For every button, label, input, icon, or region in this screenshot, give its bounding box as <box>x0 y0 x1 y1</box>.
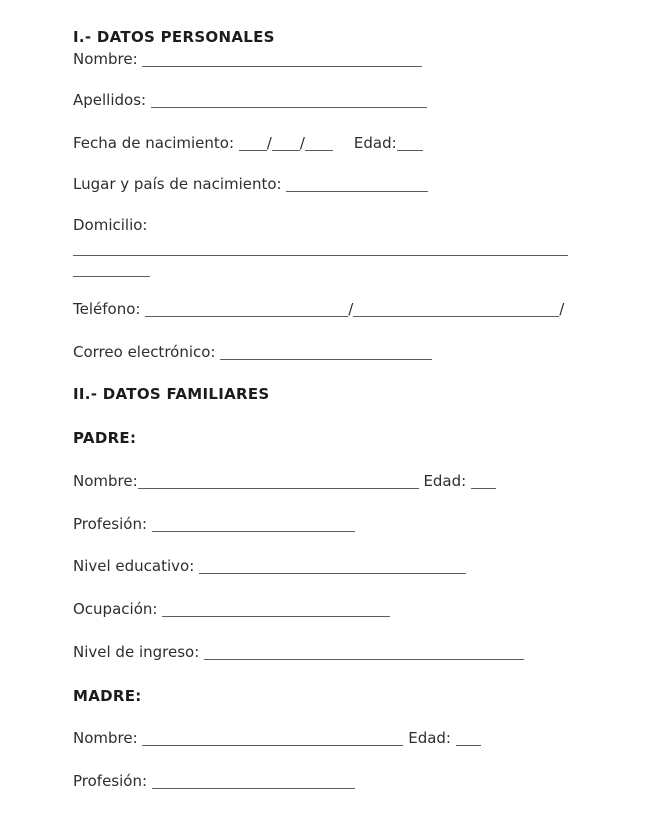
padre-nivel-ingreso-blank-line <box>204 645 524 660</box>
domicilio-label: Domicilio: <box>73 216 148 234</box>
field-padre-nombre <box>73 471 496 491</box>
field-madre-profesion <box>73 771 355 791</box>
padre-ocupacion-label: Ocupación: <box>73 600 158 618</box>
field-telefono <box>73 299 564 319</box>
padre-nivel-educativo-blank-line <box>199 559 466 574</box>
fecha-nacimiento-label: Fecha de nacimiento: <box>73 134 235 152</box>
fecha-separator: / <box>266 134 272 152</box>
section-title-datos-familiares <box>73 384 270 404</box>
field-correo-electronico <box>73 342 432 362</box>
edad-label: Edad: <box>353 134 397 152</box>
padre-nombre-blank-line <box>138 474 419 489</box>
madre-nombre-label: Nombre: <box>73 729 138 747</box>
field-padre-profesion <box>73 514 355 534</box>
madre-profesion-blank-line <box>152 774 355 789</box>
telefono-separator: / <box>348 300 354 318</box>
telefono-separator: / <box>559 300 565 318</box>
madre-profesion-label: Profesión: <box>73 772 148 790</box>
padre-nombre-label: Nombre: <box>73 472 138 490</box>
padre-title-text: PADRE: <box>73 429 137 447</box>
telefono-blank-line-1 <box>145 302 348 317</box>
madre-title-text: MADRE: <box>73 687 142 705</box>
fecha-dia-blank-line <box>239 136 267 151</box>
field-fecha-nacimiento <box>73 133 423 153</box>
madre-edad-label: Edad: <box>408 729 451 747</box>
field-madre-nombre <box>73 728 481 748</box>
correo-label: Correo electrónico: <box>73 343 216 361</box>
apellidos-blank-line <box>151 93 427 108</box>
fecha-mes-blank-line <box>272 136 300 151</box>
padre-profesion-label: Profesión: <box>73 515 148 533</box>
nombre-label: Nombre: <box>73 50 138 68</box>
telefono-blank-line-2 <box>353 302 559 317</box>
domicilio-blank-line-long <box>73 241 568 256</box>
padre-profesion-blank-line <box>152 517 355 532</box>
padre-ocupacion-blank-line <box>162 602 390 617</box>
subsection-title-madre <box>73 686 142 706</box>
edad-blank-line <box>397 136 423 151</box>
lugar-pais-blank-line <box>286 177 428 192</box>
nombre-blank-line <box>142 52 422 67</box>
telefono-label: Teléfono: <box>73 300 141 318</box>
apellidos-label: Apellidos: <box>73 91 147 109</box>
madre-edad-blank-line <box>456 731 481 746</box>
section-title-datos-personales <box>73 27 275 47</box>
domicilio-blank-line-short <box>73 262 150 277</box>
fecha-separator: / <box>299 134 305 152</box>
fecha-anio-blank-line <box>305 136 333 151</box>
madre-nombre-blank-line <box>142 731 403 746</box>
field-padre-nivel-ingreso <box>73 642 524 662</box>
padre-edad-blank-line <box>471 474 496 489</box>
field-padre-ocupacion <box>73 599 390 619</box>
field-nombre-personal <box>73 49 422 69</box>
padre-edad-label: Edad: <box>423 472 467 490</box>
domicilio-line-1 <box>73 238 568 258</box>
domicilio-line-2 <box>73 259 150 279</box>
field-padre-nivel-educativo <box>73 556 466 576</box>
correo-blank-line <box>220 345 432 360</box>
section-title-text: II.- DATOS FAMILIARES <box>73 385 270 403</box>
section-title-text: I.- DATOS PERSONALES <box>73 28 275 46</box>
field-lugar-pais-nacimiento <box>73 174 428 194</box>
field-domicilio <box>73 215 148 235</box>
subsection-title-padre <box>73 428 136 448</box>
padre-nivel-educativo-label: Nivel educativo: <box>73 557 195 575</box>
lugar-pais-label: Lugar y país de nacimiento: <box>73 175 282 193</box>
padre-nivel-ingreso-label: Nivel de ingreso: <box>73 643 200 661</box>
fecha-edad-gap <box>333 147 354 148</box>
field-apellidos <box>73 90 427 110</box>
